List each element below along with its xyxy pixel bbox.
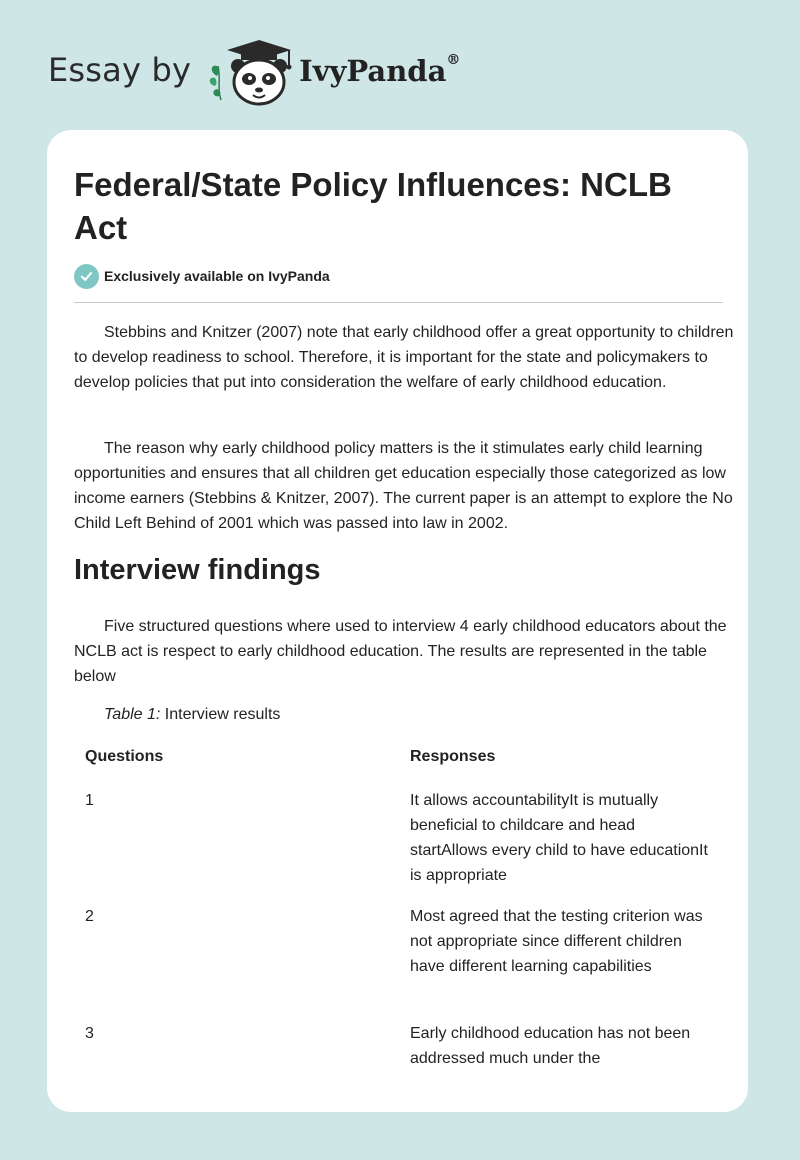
exclusive-text: Exclusively available on IvyPanda [104,268,330,284]
page-title: Federal/State Policy Influences: NCLB Act [74,166,672,246]
site-header [48,36,460,108]
table-cell-response: Most agreed that the testing criterion was not appropriate since different children have different learning capabilities [410,908,703,975]
checkmark-icon [74,264,99,289]
table-cell-question: 2 [85,908,94,925]
table-header-questions: Questions [85,748,164,765]
registered-mark: ® [446,52,461,68]
article-card [47,130,748,1112]
paragraph: Five structured questions where used to interview 4 early childhood educators about the NCLB act is respect to early childhood education. The results are represented in the table below [74,618,727,685]
table-cell-response: It allows accountabilityIt is mutually beneficial to childcare and head startAllows every child to have educationIt is appropriate [410,792,708,884]
table-cell-response: Early childhood education has not been addressed much under the [410,1025,691,1067]
exclusive-badge [74,263,330,289]
table-caption: Table 1: Interview results [104,706,281,723]
paragraph: Stebbins and Knitzer (2007) note that early childhood offer a great opportunity to children to develop readiness to school. Therefore, it is important for the state and policymakers to develop policies that put into consideration the welfare of early childhood education. [74,324,734,391]
brand-name[interactable]: IvyPanda® [299,52,461,88]
table-cell-question: 3 [85,1025,94,1042]
paragraph: The reason why early childhood policy matters is the it stimulates early child learning opportunities and ensures that all children get education especially those categorized as low income earners (Stebbins & Knitzer, 2007). The current paper is an attempt to explore the No Child Left Behind of 2001 which was passed into law in 2002. [74,440,733,532]
section-heading: Interview findings [74,554,321,586]
table-cell-question: 1 [85,792,94,809]
ivypanda-logo-icon[interactable] [205,36,295,108]
divider [74,302,723,303]
table-header-responses: Responses [410,748,496,765]
essay-by-label: Essay by [48,51,192,89]
